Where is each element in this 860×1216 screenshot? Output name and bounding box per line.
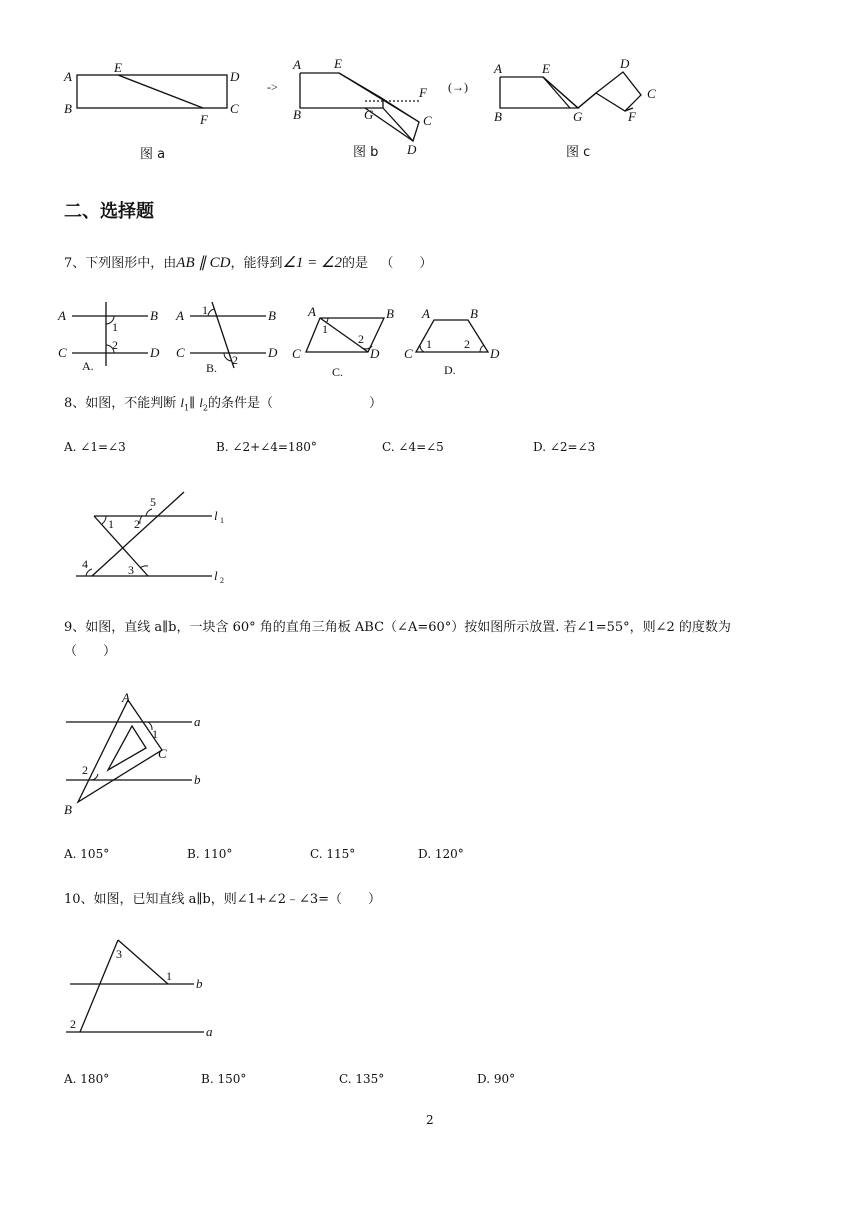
caption-d: D. [444, 363, 456, 377]
q8-l1: l [180, 395, 185, 410]
caption-b: B. [206, 361, 218, 375]
question-9-stem-line1: 9、如图，直线 a∥b，一块含 60° 角的直角三角板 ABC（∠A=60°）按如图所示放置. 若∠1=55°，则∠2 的度数为 [64, 620, 731, 635]
label-3: 3 [116, 947, 122, 961]
label-D: D [268, 345, 278, 360]
label-2: 2 [82, 763, 88, 777]
label-A: A [58, 308, 66, 323]
label-1: 1 [112, 320, 118, 334]
label-2: 2 [358, 332, 364, 346]
label-B: B [64, 101, 72, 116]
label-D: D [407, 142, 417, 157]
label-D: D [490, 346, 500, 361]
page-number: 2 [426, 1113, 434, 1127]
q8-prefix: 8、如图，不能判断 [64, 396, 181, 411]
q8-option-a[interactable]: A. ∠1=∠3 [64, 440, 126, 454]
label-1: 1 [426, 337, 432, 351]
label-1: 1 [202, 303, 208, 317]
label-b: b [196, 976, 203, 991]
q9-option-a[interactable]: A. 105° [64, 847, 110, 861]
label-E: E [542, 61, 550, 76]
caption-fig-c: 图 c [566, 145, 591, 160]
q9-option-d[interactable]: D. 120° [418, 847, 464, 861]
label-2: 2 [70, 1017, 76, 1031]
label-G: G [573, 109, 583, 124]
q7-figure-b [176, 298, 286, 378]
label-2: 2 [112, 338, 118, 352]
label-B: B [150, 308, 158, 323]
label-E: E [114, 60, 122, 75]
q8-figure [72, 488, 242, 588]
label-C: C [647, 86, 656, 101]
q8-l1-sub: 1 [184, 403, 190, 413]
label-C: C [423, 113, 432, 128]
q9-option-c[interactable]: C. 115° [310, 847, 356, 861]
fold-figure-b [265, 55, 465, 165]
label-C: C [58, 345, 67, 360]
label-A: A [494, 61, 502, 76]
label-4: 4 [82, 557, 88, 571]
svg-text:(→): (→) [448, 80, 468, 94]
label-A: A [308, 304, 316, 319]
caption-c: C. [332, 365, 344, 379]
svg-text:->: -> [267, 80, 278, 94]
label-F: F [628, 109, 636, 124]
label-D: D [620, 56, 630, 71]
label-B: B [494, 109, 502, 124]
label-2: 2 [464, 337, 470, 351]
label-D: D [150, 345, 160, 360]
label-2: 2 [134, 517, 140, 531]
q7-math-parallel: AB ∥ CD [176, 255, 231, 271]
label-1: 1 [322, 322, 328, 336]
label-A: A [122, 690, 130, 705]
q8-parallel: ∥ [189, 396, 196, 411]
label-B: B [64, 802, 72, 817]
label-C: C [158, 746, 167, 761]
q7-figure-a [58, 298, 168, 378]
q7-figure-c [292, 300, 402, 380]
label-2: 2 [232, 353, 238, 367]
q10-option-b[interactable]: B. 150° [201, 1072, 247, 1086]
q10-option-a[interactable]: A. 180° [64, 1072, 110, 1086]
label-1: 1 [152, 727, 158, 741]
label-G: G [364, 107, 374, 122]
label-D: D [230, 69, 240, 84]
q8-suffix: 的条件是（ [208, 396, 274, 411]
label-F: F [200, 112, 208, 127]
label-a: a [206, 1024, 213, 1039]
question-7-stem [64, 253, 432, 274]
label-a: a [194, 714, 201, 729]
q8-paren-close: ） [369, 396, 383, 411]
q7-suffix: 的是 [342, 256, 369, 271]
label-1: 1 [108, 517, 114, 531]
fold-figure-c [448, 55, 668, 165]
caption-fig-a: 图 a [140, 147, 166, 162]
label-B: B [386, 306, 394, 321]
label-b: b [194, 772, 201, 787]
q8-option-d[interactable]: D. ∠2=∠3 [533, 440, 596, 454]
caption-fig-b: 图 b [353, 145, 379, 160]
label-C: C [404, 346, 413, 361]
section-heading: 二、选择题 [64, 201, 154, 222]
q9-figure [60, 690, 220, 820]
label-E: E [334, 56, 342, 71]
label-5: 5 [150, 495, 156, 509]
label-A: A [422, 306, 430, 321]
q8-l2-sub: 2 [202, 403, 208, 413]
question-10-stem: 10、如图，已知直线 a∥b，则∠1+∠2﹣∠3=（ ） [64, 892, 382, 907]
label-B: B [470, 306, 478, 321]
label-A: A [293, 57, 301, 72]
label-l1-sub: 1 [220, 516, 224, 525]
label-1: 1 [166, 969, 172, 983]
label-3: 3 [128, 563, 134, 577]
label-l2: l [214, 568, 218, 583]
label-A: A [176, 308, 184, 323]
q7-prefix: 7、下列图形中，由 [64, 256, 177, 271]
caption-a: A. [82, 359, 94, 373]
label-D: D [370, 346, 380, 361]
question-8-stem [64, 393, 382, 419]
q7-paren: （ ） [380, 256, 433, 271]
q7-math-angles: ∠1 = ∠2 [282, 255, 342, 271]
q9-option-b[interactable]: B. 110° [187, 847, 233, 861]
q10-option-c[interactable]: C. 135° [339, 1072, 385, 1086]
label-C: C [176, 345, 185, 360]
q10-option-d[interactable]: D. 90° [477, 1072, 516, 1086]
q8-l2: l [199, 395, 203, 410]
q8-option-b[interactable]: B. ∠2+∠4=180° [216, 440, 317, 454]
q7-figure-d [404, 302, 514, 378]
label-C: C [292, 346, 301, 361]
label-l1: l [214, 508, 218, 523]
label-B: B [268, 308, 276, 323]
label-C: C [230, 101, 239, 116]
question-9-stem-line2: （ ） [64, 644, 117, 659]
q7-mid: ，能得到 [230, 256, 283, 271]
label-F: F [419, 85, 427, 100]
label-A: A [64, 69, 72, 84]
label-B: B [293, 107, 301, 122]
label-l2-sub: 2 [220, 576, 224, 585]
fold-figure-a [60, 60, 250, 170]
q8-option-c[interactable]: C. ∠4=∠5 [382, 440, 444, 454]
q10-figure [62, 932, 222, 1042]
